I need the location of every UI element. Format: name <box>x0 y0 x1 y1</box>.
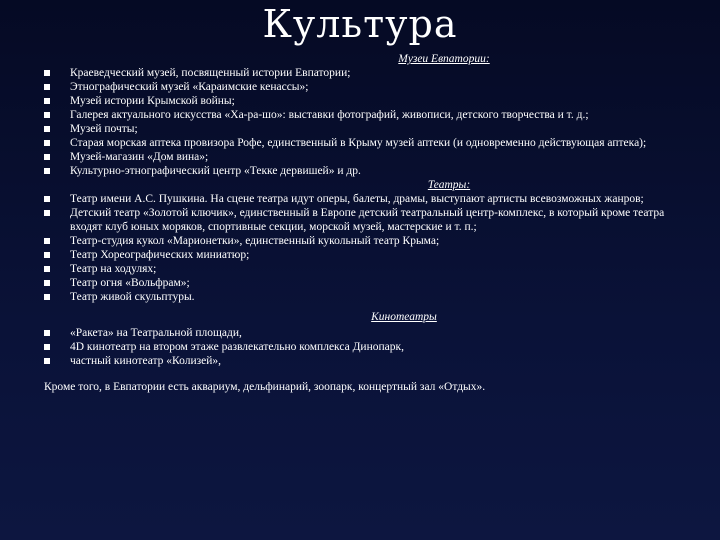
theatres-heading: Театры: <box>427 179 471 191</box>
bullet-icon <box>44 98 50 104</box>
slide-title: Культура <box>262 2 458 46</box>
list-item: Музей-магазин «Дом вина»; <box>44 150 694 164</box>
museums-list <box>44 66 694 178</box>
list-item: Музей истории Крымской войны; <box>44 94 694 108</box>
list-item: «Ракета» на Театральной площади, <box>44 326 694 340</box>
theatres-list <box>44 192 694 304</box>
bullet-icon <box>44 266 50 272</box>
bullet-icon <box>44 280 50 286</box>
list-item: Театр живой скульптуры. <box>44 290 694 304</box>
list-item: Старая морская аптека провизора Рофе, единственный в Крыму музей аптеки (и одновременно действующая аптека); <box>44 136 694 150</box>
list-item: Галерея актуального искусства «Ха-ра-шо»: выставки фотографий, живописи, детского творчества и т. д.; <box>44 108 694 122</box>
list-item: Театр-студия кукол «Марионетки», единственный кукольный театр Крыма; <box>44 234 694 248</box>
closing-paragraph: Кроме того, в Евпатории есть аквариум, дельфинарий, зоопарк, концертный зал «Отдых». <box>44 381 486 393</box>
list-item: Этнографический музей «Караимские кенассы»; <box>44 80 694 94</box>
bullet-icon <box>44 210 50 216</box>
bullet-icon <box>44 70 50 76</box>
bullet-icon <box>44 154 50 160</box>
bullet-icon <box>44 238 50 244</box>
list-item: Детский театр «Золотой ключик», единственный в Европе детский театральный центр-комплекс, в который кроме театра входят клуб юных моряков, спортивные секции, морской музей, мастерские и т. п.; <box>44 206 694 234</box>
bullet-icon <box>44 358 50 364</box>
bullet-icon <box>44 294 50 300</box>
list-item: 4D кинотеатр на втором этаже развлекательно комплекса Динопарк, <box>44 340 694 354</box>
bullet-icon <box>44 196 50 202</box>
museums-heading: Музеи Евпатории: <box>398 53 490 65</box>
list-item: Театр на ходулях; <box>44 262 694 276</box>
bullet-icon <box>44 140 50 146</box>
list-item: частный кинотеатр «Колизей», <box>44 354 694 368</box>
bullet-icon <box>44 112 50 118</box>
cinemas-list <box>44 326 694 368</box>
list-item: Краеведческий музей, посвященный истории Евпатории; <box>44 66 694 80</box>
bullet-icon <box>44 330 50 336</box>
bullet-icon <box>44 126 50 132</box>
list-item: Театр имени А.С. Пушкина. На сцене театра идут оперы, балеты, драмы, выступают артисты всевозможных жанров; <box>44 192 694 206</box>
list-item: Театр Хореографических миниатюр; <box>44 248 694 262</box>
cinemas-heading: Кинотеатры <box>371 311 437 323</box>
slide-content <box>44 52 694 394</box>
bullet-icon <box>44 84 50 90</box>
list-item: Культурно-этнографический центр «Текке дервишей» и др. <box>44 164 694 178</box>
bullet-icon <box>44 252 50 258</box>
list-item: Музей почты; <box>44 122 694 136</box>
list-item: Театр огня «Вольфрам»; <box>44 276 694 290</box>
bullet-icon <box>44 168 50 174</box>
bullet-icon <box>44 344 50 350</box>
